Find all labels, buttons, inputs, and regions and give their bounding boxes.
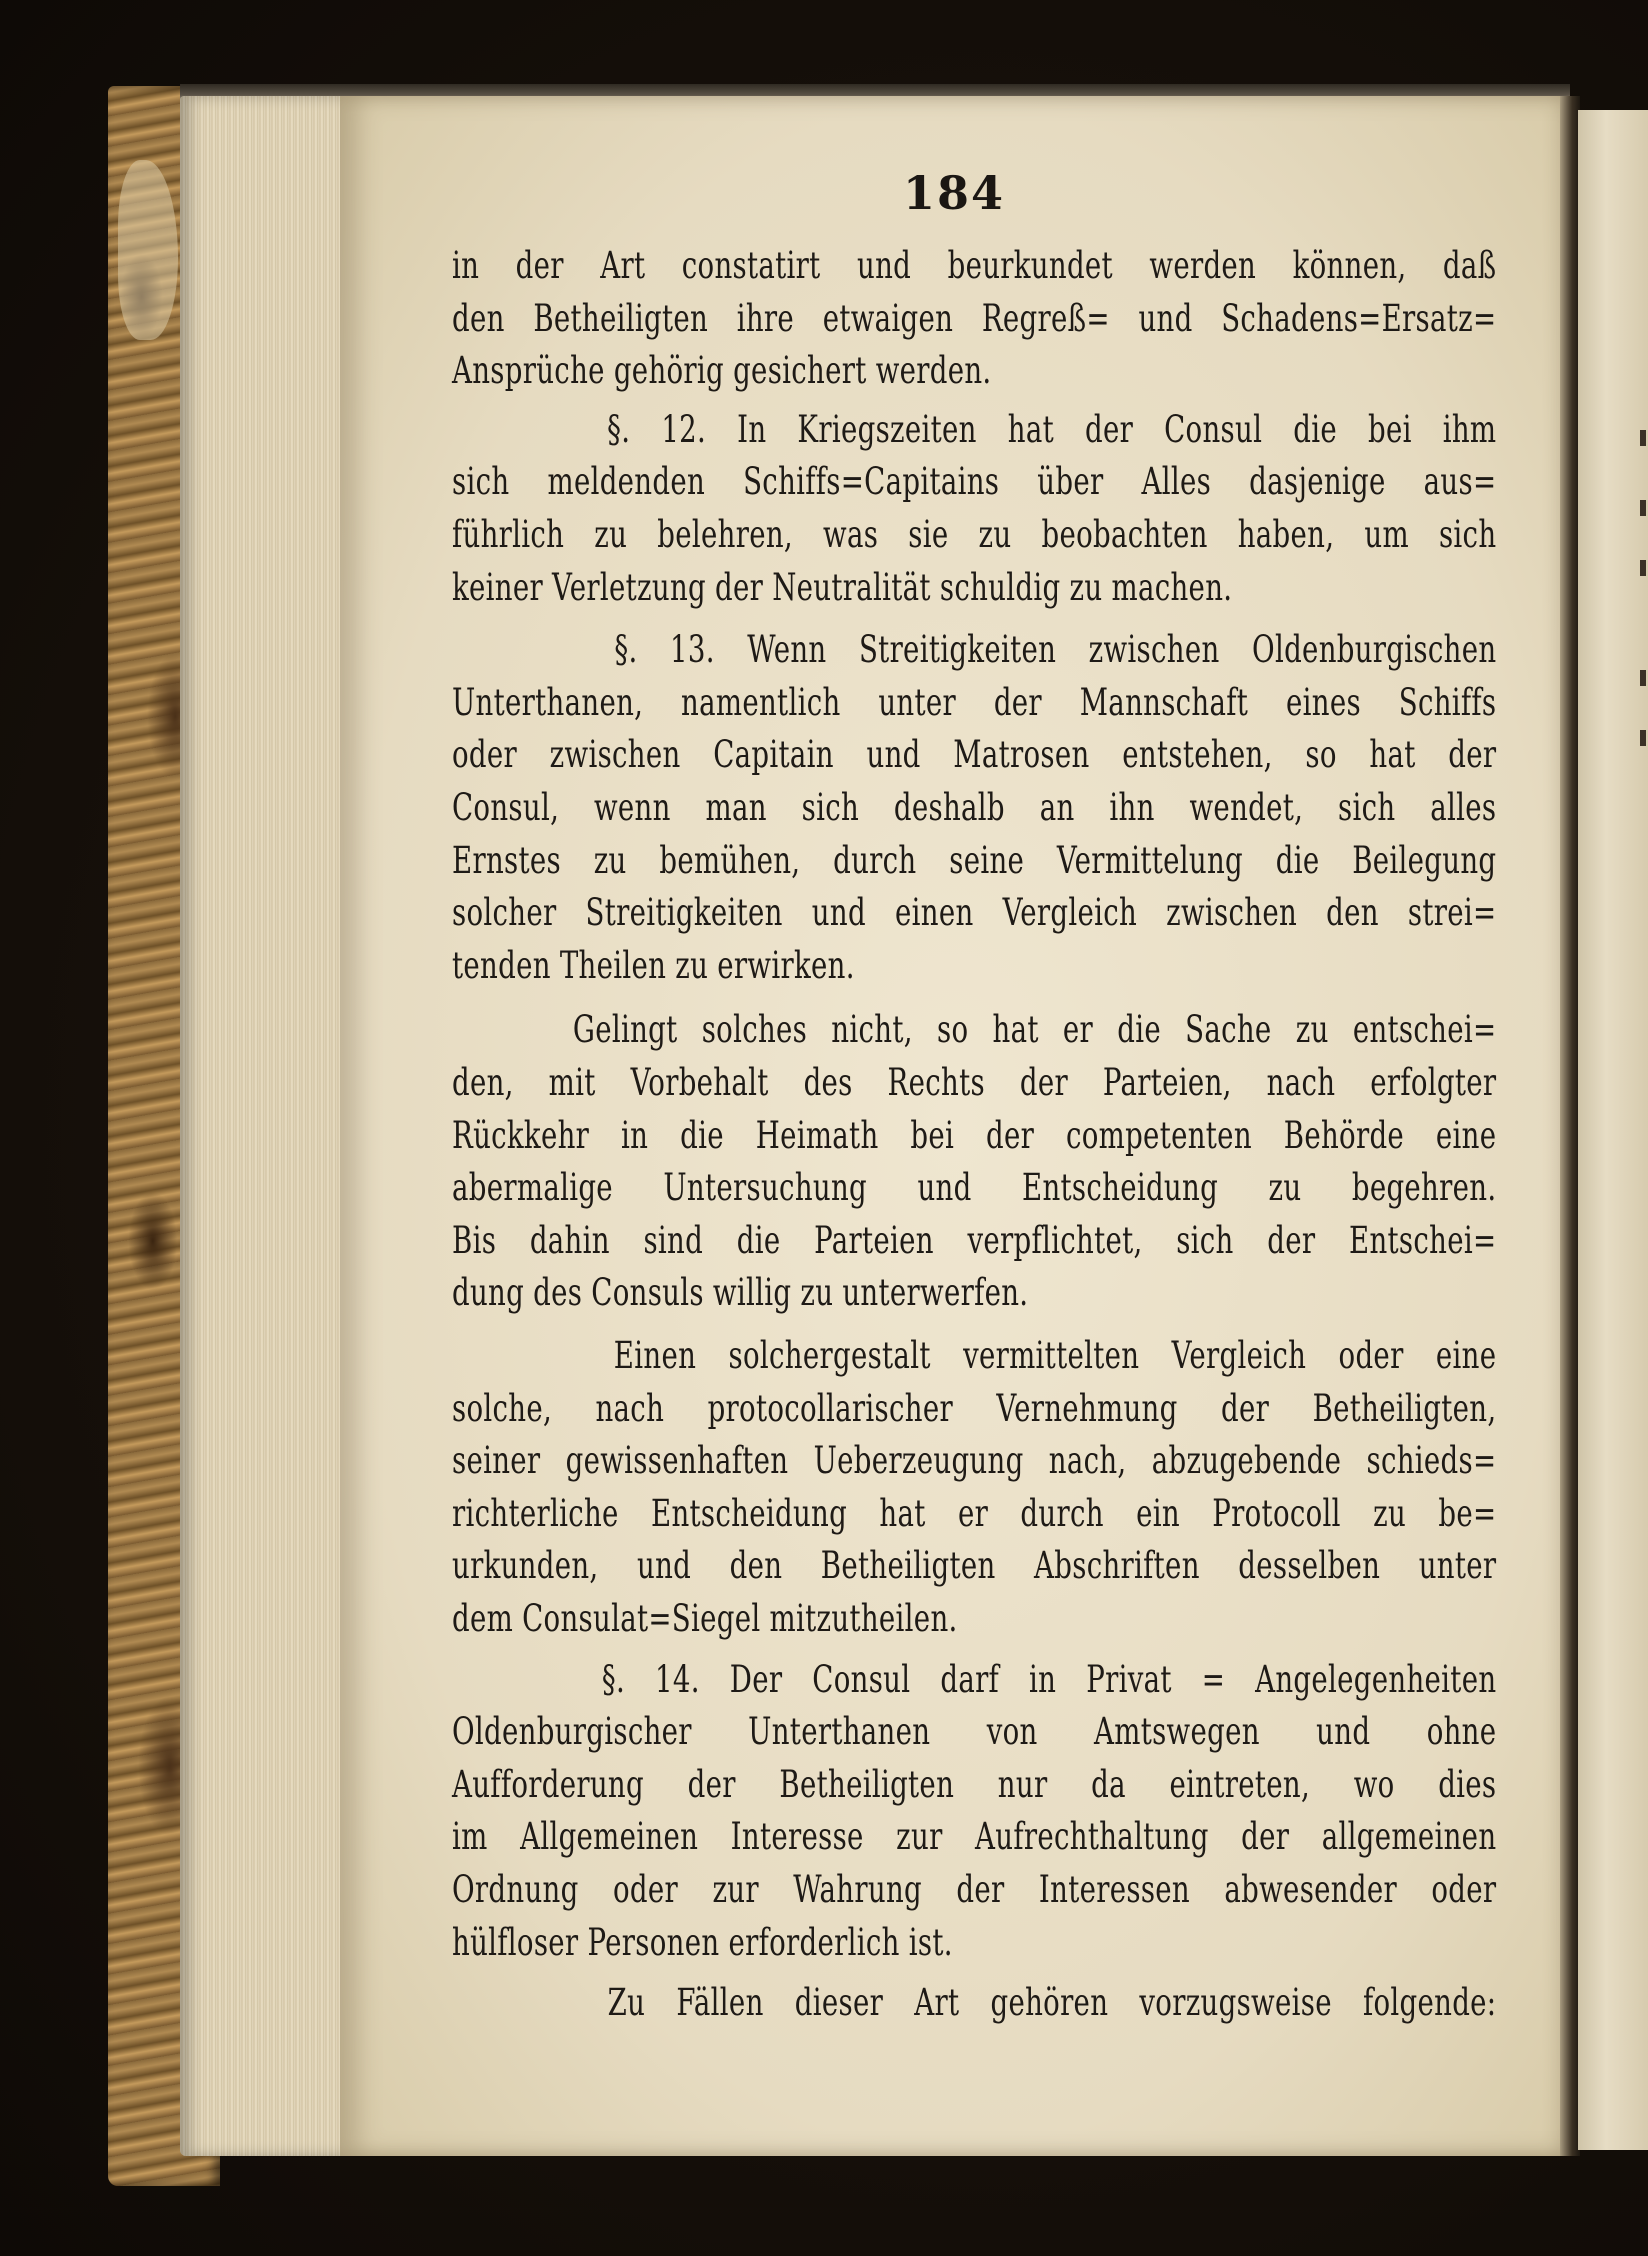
bleed-mark [1640,670,1646,686]
text-line: solche, nach protocollarischer Vernehmung der Betheiligten, [452,1386,1497,1430]
text-line: den, mit Vorbehalt des Rechts der Parteien, nach erfolgter [452,1061,1497,1104]
bleed-mark [1640,500,1646,516]
bleed-mark [1640,430,1646,446]
text-line: dung des Consuls willig zu unterwerfen. [452,1271,1029,1315]
text-line: Rückkehr in die Heimath bei der competenten Behörde eine [452,1113,1497,1157]
text-line: Oldenburgischer Unterthanen von Amtswegen und ohne [452,1710,1497,1754]
text-line: dem Consulat=Siegel mitzutheilen. [452,1597,958,1640]
text-line: Ernstes zu bemühen, durch seine Vermittelung die Beilegung [452,838,1497,882]
bleed-mark [1640,560,1646,576]
text-line: Unterthanen, namentlich unter der Mannschaft eines Schiffs [452,680,1497,724]
text-line: in der Art constatirt und beurkundet werden können, daß [452,244,1497,287]
text-line: §. 13. Wenn Streitigkeiten zwischen Oldenburgischen [452,628,1497,672]
text-line: Consul, wenn man sich deshalb an ihn wendet, sich alles [452,786,1497,829]
book-page [340,96,1568,2156]
page-number: 184 [902,166,1006,220]
text-line: seiner gewissenhaften Ueberzeugung nach, abzugebende schieds= [452,1439,1497,1483]
text-line: tenden Theilen zu erwirken. [452,943,855,987]
bleed-mark [1640,730,1646,746]
text-line: hülfloser Personen erforderlich ist. [452,1920,953,1964]
text-line: Zu Fällen dieser Art gehören vorzugsweise folgende: [452,1981,1497,2025]
text-line: abermalige Untersuchung und Entscheidung zu begehren. [452,1166,1497,1210]
stacked-page-edges [180,96,350,2156]
text-line: §. 12. In Kriegszeiten hat der Consul die bei ihm [452,407,1497,451]
text-line: richterliche Entscheidung hat er durch ein Protocoll zu be= [452,1491,1497,1535]
text-line: Einen solchergestalt vermittelten Vergleich oder eine [452,1334,1497,1377]
text-line: im Allgemeinen Interesse zur Aufrechthaltung der allgemeinen [452,1815,1497,1859]
facing-page-edge [1578,110,1648,2150]
text-line: solcher Streitigkeiten und einen Vergleich zwischen den strei= [452,891,1497,935]
text-line: führlich zu belehren, was sie zu beobachten haben, um sich [452,513,1497,556]
book-gutter [1560,96,1580,2156]
text-line: urkunden, und den Betheiligten Abschriften desselben unter [452,1544,1497,1588]
text-line: sich meldenden Schiffs=Capitains über Alles dasjenige aus= [452,460,1497,504]
text-line: keiner Verletzung der Neutralität schuldig zu machen. [452,565,1233,609]
text-line: Bis dahin sind die Parteien verpflichtet, sich der Entschei= [452,1218,1497,1262]
text-line: Gelingt solches nicht, so hat er die Sache zu entschei= [452,1008,1497,1052]
text-line: Ordnung oder zur Wahrung der Interessen abwesender oder [452,1868,1497,1911]
text-line: Ansprüche gehörig gesichert werden. [452,349,992,393]
text-line: §. 14. Der Consul darf in Privat = Angelegenheiten [452,1657,1497,1701]
text-line: Aufforderung der Betheiligten nur da eintreten, wo dies [452,1762,1497,1806]
text-line: den Betheiligten ihre etwaigen Regreß= und Schadens=Ersatz= [452,296,1497,340]
text-line: oder zwischen Capitain und Matrosen entstehen, so hat der [452,733,1497,777]
